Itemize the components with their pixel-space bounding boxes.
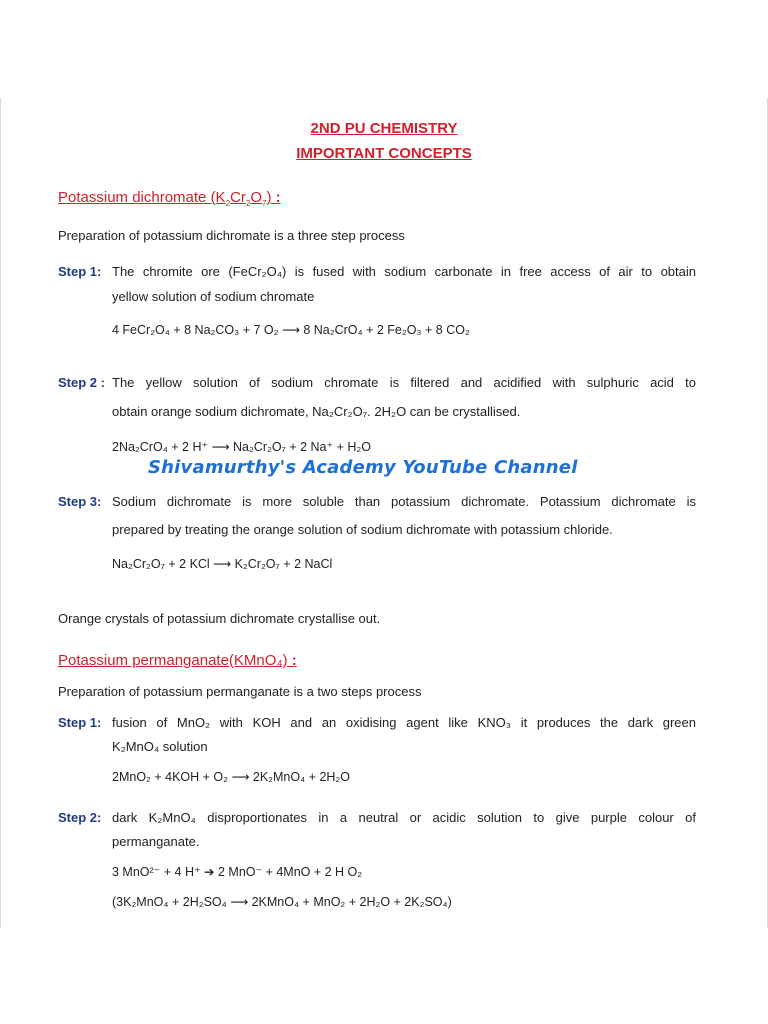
step2-text-line2: obtain orange sodium dichromate, Na₂Cr₂O₇. 2H₂O can be crystallised. [112, 404, 521, 419]
dichromate-equation-1: 4 FeCr₂O₄ + 8 Na₂CO₃ + 7 O₂ ⟶ 8 Na₂CrO₄ + 2 Fe₂O₃ + 8 CO₂ [112, 323, 470, 337]
permanganate-step1-line2: K₂MnO₄ solution [112, 739, 208, 754]
document-title-line2: IMPORTANT CONCEPTS [296, 145, 472, 162]
dichromate-intro: Preparation of potassium dichromate is a three step process [58, 228, 405, 243]
step1-label: Step 1: [58, 264, 102, 279]
step1-text-line1: The chromite ore (FeCr₂O₄) is fused with sodium carbonate in free access of air to obtain [112, 264, 696, 279]
permanganate-equation-3: (3K₂MnO₄ + 2H₂SO₄ ⟶ 2KMnO₄ + MnO₂ + 2H₂O + 2K₂SO₄) [112, 895, 452, 909]
step3-text-line1: Sodium dichromate is more soluble than potassium dichromate. Potassium dichromate is [112, 494, 696, 509]
heading-text: Potassium dichromate (K [58, 189, 226, 206]
heading-colon: : [291, 652, 297, 669]
heading-text: Potassium permanganate(KMnO₄) [58, 652, 288, 669]
step1-text-line2: yellow solution of sodium chromate [112, 289, 315, 304]
dichromate-conclusion: Orange crystals of potassium dichromate crystallise out. [58, 611, 381, 626]
permanganate-step2-label: Step 2: [58, 810, 102, 825]
step3-label: Step 3: [58, 494, 102, 509]
permanganate-equation-2: 3 MnO²⁻ + 4 H⁺ ➔ 2 MnO⁻ + 4MnO + 2 H O₂ [112, 865, 363, 879]
step3-text-line2: prepared by treating the orange solution of sodium dichromate with potassium chloride. [112, 522, 613, 537]
step2-label: Step 2 : [58, 375, 105, 390]
permanganate-step2-line2: permanganate. [112, 834, 200, 849]
dichromate-equation-3: Na₂Cr₂O₇ + 2 KCl ⟶ K₂Cr₂O₇ + 2 NaCl [112, 557, 333, 571]
permanganate-step1-label: Step 1: [58, 715, 102, 730]
page-border-left [0, 98, 1, 928]
section-heading-permanganate [58, 652, 297, 669]
section-heading-dichromate: Potassium dichromate $(K_2Cr_2O_7)$ : [58, 189, 281, 208]
document-page [0, 98, 768, 928]
step2-text-line1: The yellow solution of sodium chromate is filtered and acidified with sulphuric acid to [112, 375, 696, 390]
dichromate-equation-2: 2Na₂CrO₄ + 2 H⁺ ⟶ Na₂Cr₂O₇ + 2 Na⁺ + H₂O [112, 440, 371, 454]
permanganate-equation-1: 2MnO₂ + 4KOH + O₂ ⟶ 2K₂MnO₄ + 2H₂O [112, 770, 350, 784]
document-title-line1: 2ND PU CHEMISTRY [310, 120, 458, 137]
permanganate-step2-line1: dark K₂MnO₄ disproportionates in a neutral or acidic solution to give purple colour of [112, 810, 696, 825]
permanganate-step1-line1: fusion of MnO₂ with KOH and an oxidising agent like KNO₃ it produces the dark green [112, 715, 696, 730]
youtube-channel-watermark: Shivamurthy's Academy YouTube Channel [148, 457, 578, 478]
permanganate-intro: Preparation of potassium permanganate is a two steps process [58, 684, 422, 699]
heading-colon: : [275, 189, 281, 206]
